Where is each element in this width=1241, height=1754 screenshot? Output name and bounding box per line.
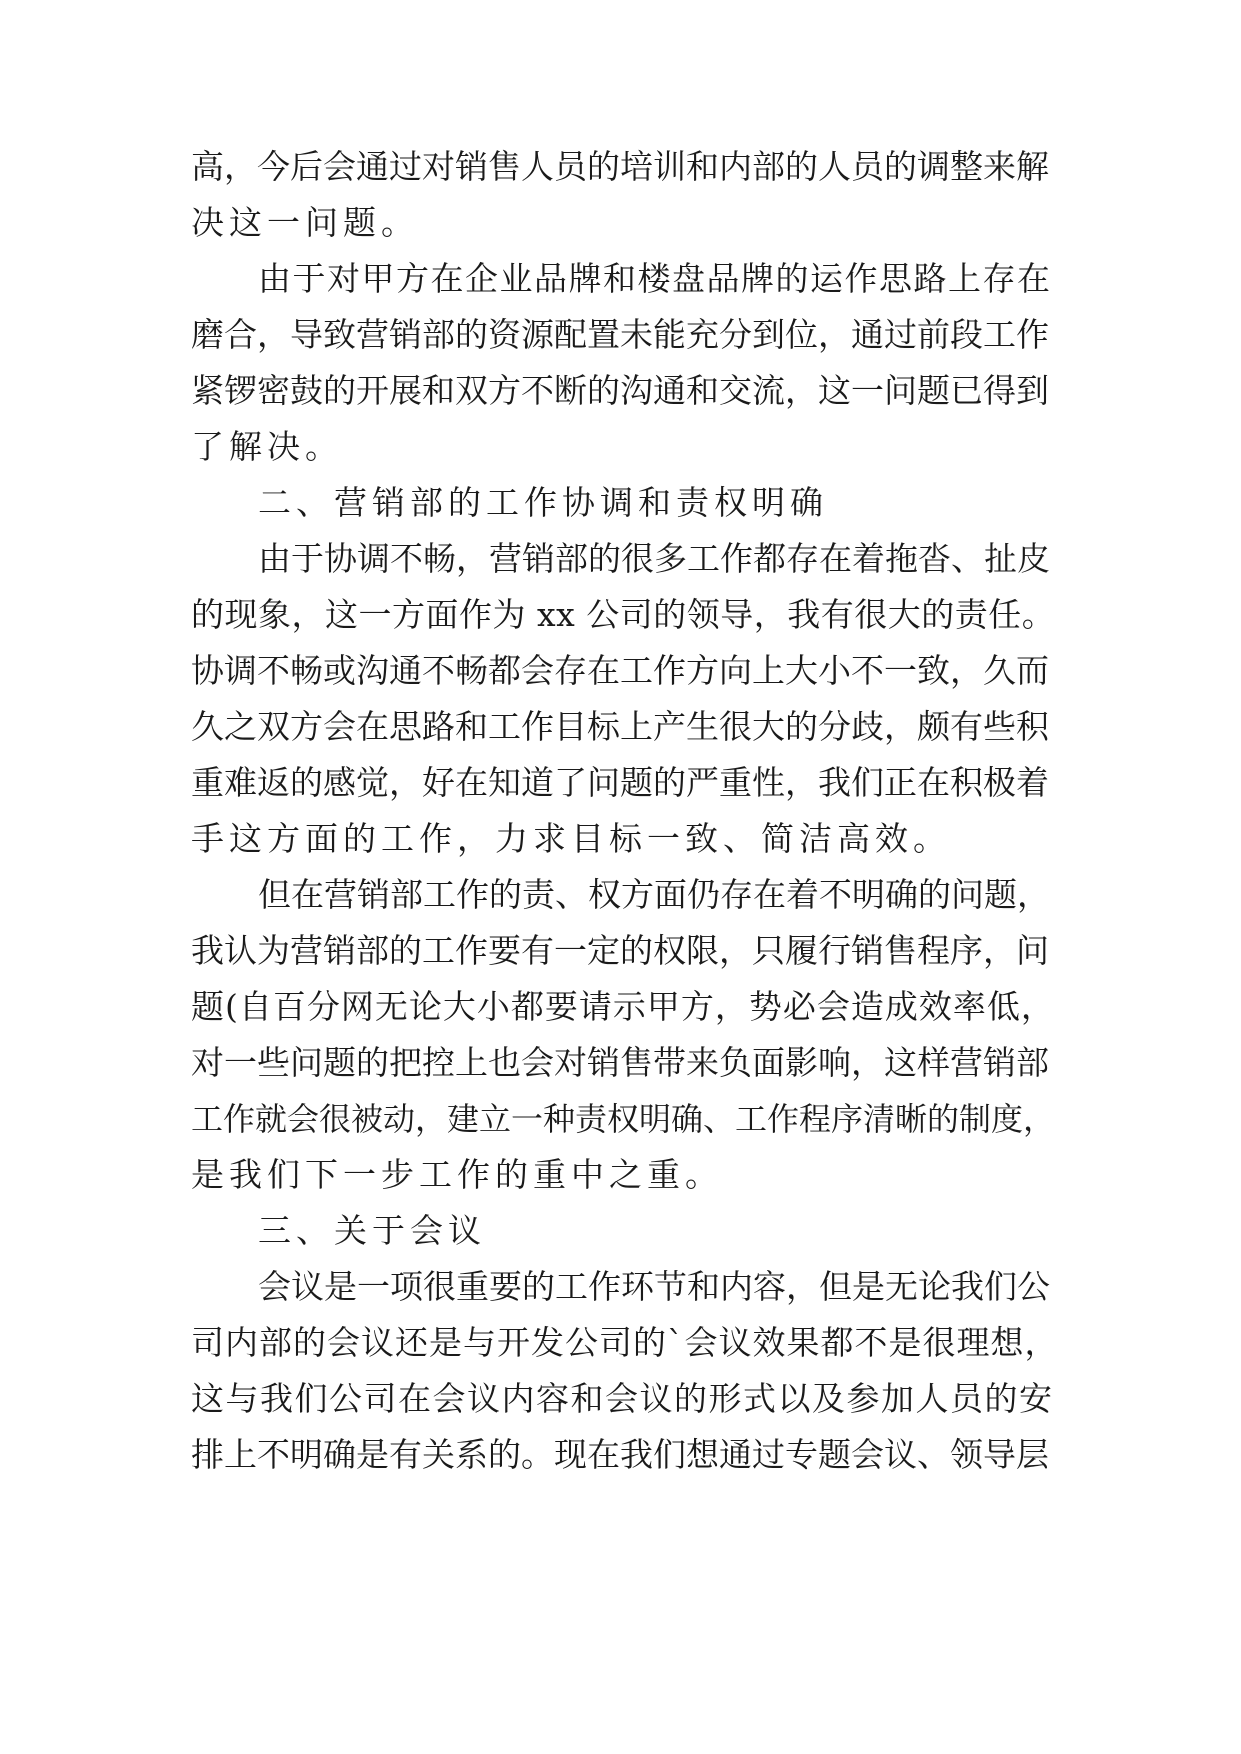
text-line-12: 重难返的感觉，好在知道了问题的严重性，我们正在积极着 <box>191 763 1049 802</box>
paragraph-start-4: 会议是一项很重要的工作环节和内容，但是无论我们公 <box>258 1267 1050 1306</box>
text-line-16: 题(自百分网无论大小都要请示甲方，势必会造成效率低， <box>191 987 1055 1026</box>
text-line-13: 手这方面的工作，力求目标一致、简洁高效。 <box>191 819 951 858</box>
text-line-11: 久之双方会在思路和工作目标上产生很大的分歧，颇有些积 <box>191 707 1049 746</box>
paragraph-start-2: 由于协调不畅，营销部的很多工作都存在着拖沓、扯皮 <box>258 539 1050 578</box>
text-line-4: 磨合，导致营销部的资源配置未能充分到位，通过前段工作 <box>191 315 1049 354</box>
text-line-19: 是我们下一步工作的重中之重。 <box>191 1155 723 1194</box>
text-line-5: 紧锣密鼓的开展和双方不断的沟通和交流，这一问题已得到 <box>191 371 1049 410</box>
text-line-15: 我认为营销部的工作要有一定的权限，只履行销售程序，问 <box>191 931 1049 970</box>
text-line-23: 这与我们公司在会议内容和会议的形式以及参加人员的安 <box>191 1379 1054 1418</box>
text-line-22: 司内部的会议还是与开发公司的`会议效果都不是很理想， <box>191 1323 1059 1362</box>
text-line-17: 对一些问题的把控上也会对销售带来负面影响，这样营销部 <box>191 1043 1049 1082</box>
paragraph-start-3: 但在营销部工作的责、权方面仍存在着不明确的问题， <box>258 875 1050 914</box>
text-line-18: 工作就会很被动，建立一种责权明确、工作程序清晰的制度， <box>191 1100 1056 1138</box>
text-line-24: 排上不明确是有关系的。现在我们想通过专题会议、领导层 <box>191 1435 1049 1474</box>
section-heading-3: 三、关于会议 <box>258 1211 486 1250</box>
text-line-10: 协调不畅或沟通不畅都会存在工作方向上大小不一致，久而 <box>191 651 1049 690</box>
paragraph-start-1: 由于对甲方在企业品牌和楼盘品牌的运作思路上存在 <box>258 259 1052 298</box>
text-line-2: 决这一问题。 <box>191 203 419 242</box>
text-line-6: 了解决。 <box>191 427 343 466</box>
section-heading-2: 二、营销部的工作协调和责权明确 <box>258 483 828 522</box>
text-line-9: 的现象，这一方面作为 xx 公司的领导，我有很大的责任。 <box>191 595 1056 634</box>
text-line-1: 高，今后会通过对销售人员的培训和内部的人员的调整来解 <box>191 147 1049 186</box>
